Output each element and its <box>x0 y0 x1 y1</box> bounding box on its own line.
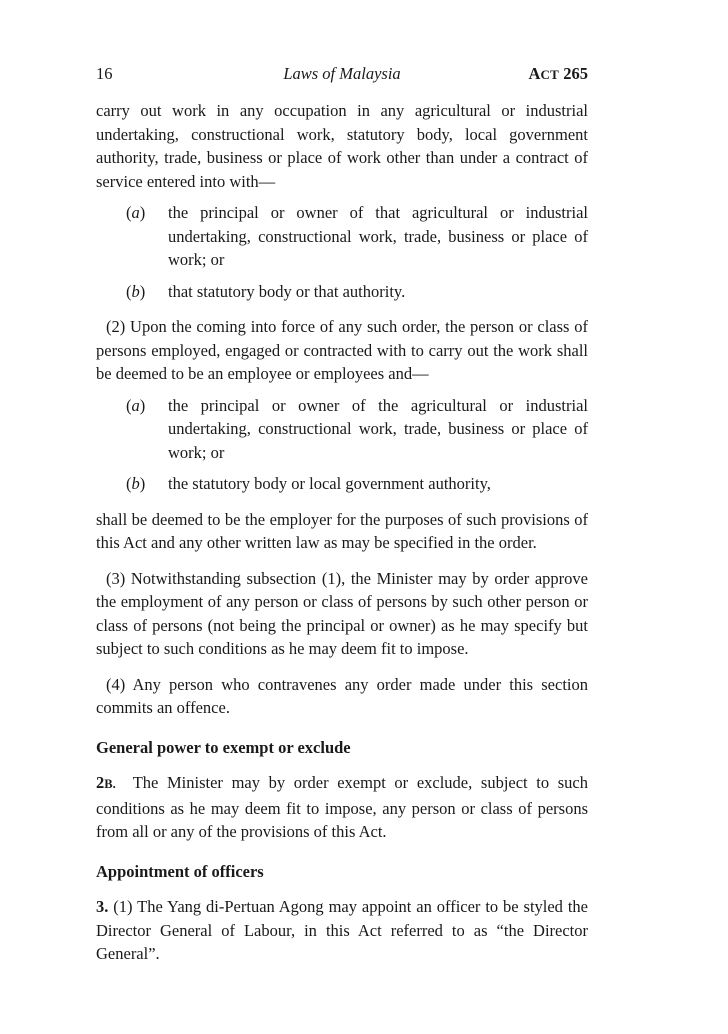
section-3 <box>96 895 588 966</box>
running-header <box>96 64 588 86</box>
act-number <box>529 64 588 84</box>
item-text: the principal or owner of that agricultural or industrial undertaking, constructional work, trade, business or place of work; or <box>168 203 588 269</box>
list-item <box>96 472 588 496</box>
header-title: Laws of Malaysia <box>283 64 401 83</box>
item-text: that statutory body or that authority. <box>168 281 406 301</box>
item-label: (b) <box>126 474 146 493</box>
section-2b <box>96 771 588 844</box>
subsection-2: (2) Upon the coming into force of any such order, the person or class of persons employed, engaged or contracted with to carry out the work shall be deemed to be an employee or employees and— <box>96 317 588 383</box>
section-number: 2B. <box>96 773 116 792</box>
subsection-3: (3) Notwithstanding subsection (1), the Minister may by order approve the employment of any person or class of persons by such other person or class of persons (not being the principal or owner) as he may specify but subject to such conditions as he may deem fit to impose. <box>96 568 588 658</box>
section-heading-2b: General power to exempt or exclude <box>96 737 351 757</box>
item-label: (a) <box>126 203 146 222</box>
act-prefix: A <box>528 64 541 83</box>
subsection-2-tail: shall be deemed to be the employer for the purposes of such provisions of this Act and any other written law as may be specified in the order. <box>96 509 588 552</box>
act-num: 265 <box>563 64 588 83</box>
list-item <box>96 394 588 465</box>
section-number: 3. <box>96 897 109 916</box>
subsection-4: (4) Any person who contravenes any order made under this section commits an offence. <box>96 674 588 717</box>
section-heading-3: Appointment of officers <box>96 861 264 881</box>
document-page <box>96 64 588 966</box>
section-text: (1) The Yang di-Pertuan Agong may appoint an officer to be styled the Director General of Labour, in this Act referred to as “the Director General”. <box>96 897 588 963</box>
item-label: (b) <box>126 281 146 301</box>
item-text: the statutory body or local government authority, <box>168 474 491 493</box>
section-text: The Minister may by order exempt or exclude, subject to such conditions as he may deem fit to impose, any person or class of persons from all or any of the provisions of this Act. <box>96 773 589 841</box>
list-item <box>96 280 588 304</box>
item-text: the principal or owner of the agricultural or industrial undertaking, constructional work, trade, business or place of work; or <box>168 395 588 462</box>
act-smallcaps: CT <box>540 67 560 82</box>
paragraph-continuation: carry out work in any occupation in any agricultural or industrial undertaking, constructional work, statutory body, local government authority, trade, business or place of work other than under a contract of service entered into with— <box>96 101 588 191</box>
list-item <box>96 201 588 272</box>
page-number: 16 <box>96 64 113 83</box>
item-label: (a) <box>126 395 146 415</box>
